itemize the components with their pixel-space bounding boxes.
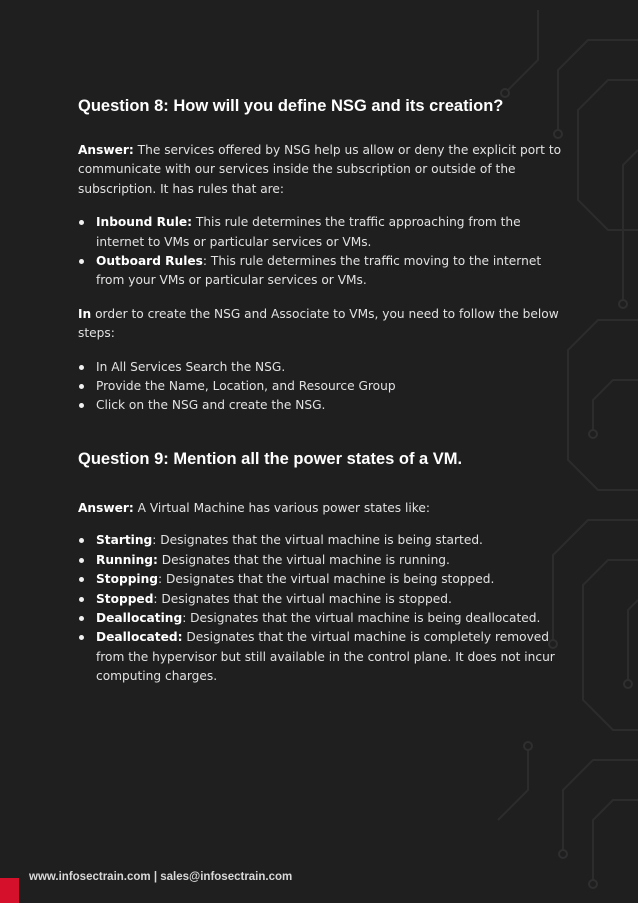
spacer xyxy=(78,344,563,358)
state-label: Deallocating xyxy=(96,610,183,625)
question-9-answer xyxy=(78,499,563,518)
accent-block xyxy=(0,878,19,903)
question-8-answer xyxy=(78,141,563,199)
list-item: Click on the NSG and create the NSG. xyxy=(78,396,563,415)
list-item xyxy=(78,551,563,570)
state-label: Deallocated: xyxy=(96,630,183,645)
nsg-rules-list xyxy=(78,213,563,291)
spacer xyxy=(78,518,563,531)
state-label: Starting xyxy=(96,533,153,548)
list-item xyxy=(78,531,563,550)
spacer xyxy=(78,199,563,213)
state-label: Stopping xyxy=(96,572,159,587)
state-label: Stopped xyxy=(96,591,154,606)
spacer xyxy=(78,291,563,305)
rule-label: Outboard Rules xyxy=(96,254,203,269)
list-item: Provide the Name, Location, and Resource Group xyxy=(78,377,563,396)
nsg-steps-list xyxy=(78,358,563,416)
nsg-steps-intro xyxy=(78,305,563,344)
rule-text: : This rule determines the traffic moving to the internet from your VMs or particular services or VMs. xyxy=(96,254,542,288)
answer-text: A Virtual Machine has various power states like: xyxy=(133,500,430,515)
state-text: : Designates that the virtual machine is being started. xyxy=(152,533,483,548)
list-item xyxy=(78,213,563,252)
steps-intro-label: In xyxy=(78,306,92,321)
list-item xyxy=(78,628,563,686)
state-label: Running: xyxy=(96,552,158,567)
question-9-title: Question 9: Mention all the power states of a VM. xyxy=(78,449,463,468)
list-item: In All Services Search the NSG. xyxy=(78,358,563,377)
power-states-list xyxy=(78,531,563,686)
rule-label: Inbound Rule: xyxy=(96,215,193,230)
state-text: Designates that the virtual machine is completely removed from the hypervisor but still available in the control plane. It does not incur computing charges. xyxy=(96,630,555,684)
main-content xyxy=(78,95,563,687)
footer-contact[interactable]: www.infosectrain.com | sales@infosectrain.com xyxy=(29,871,293,883)
answer-text: The services offered by NSG help us allow or deny the explicit port to communicate with our services inside the subscription or outside of the subscription. It has rules that are: xyxy=(78,143,562,196)
answer-label: Answer: xyxy=(78,143,134,157)
rule-text: This rule determines the traffic approaching from the internet to VMs or particular services or VMs. xyxy=(96,215,521,249)
steps-intro-text: order to create the NSG and Associate to VMs, you need to follow the below steps: xyxy=(78,306,559,341)
list-item xyxy=(78,609,563,628)
answer-label: Answer: xyxy=(78,500,134,515)
state-text: Designates that the virtual machine is running. xyxy=(157,552,450,567)
list-item xyxy=(78,590,563,609)
list-item xyxy=(78,252,563,291)
list-item xyxy=(78,570,563,589)
question-8-title: Question 8: How will you define NSG and its creation? xyxy=(78,97,504,115)
state-text: : Designates that the virtual machine is stopped. xyxy=(153,591,452,606)
state-text: : Designates that the virtual machine is being deallocated. xyxy=(182,610,541,625)
state-text: : Designates that the virtual machine is being stopped. xyxy=(158,572,495,587)
